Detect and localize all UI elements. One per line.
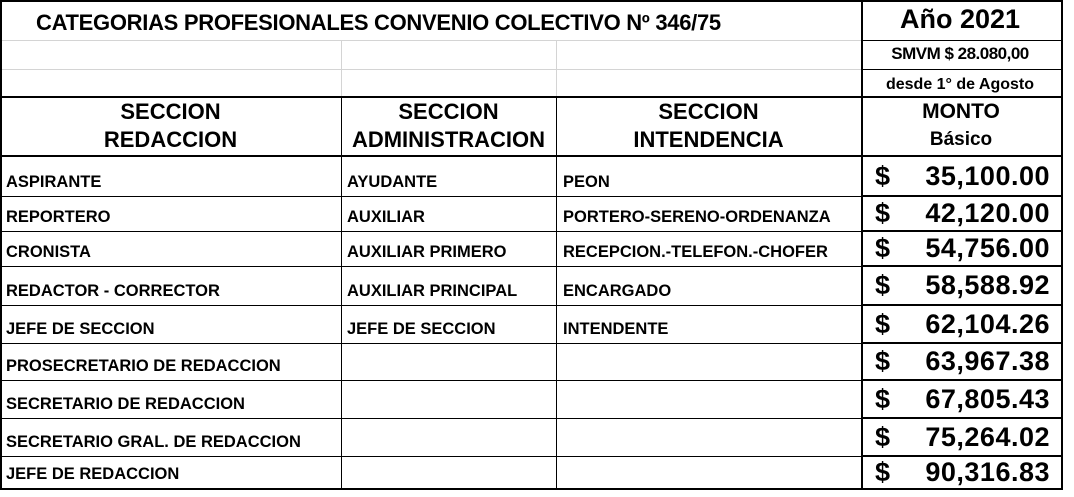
gridline — [341, 40, 342, 96]
cell-monto: 35,100.00 — [925, 161, 1050, 191]
currency-symbol: $ — [875, 198, 891, 228]
row-divider — [0, 305, 861, 306]
cell-monto: 63,967.38 — [925, 346, 1050, 376]
row-divider — [861, 342, 1063, 344]
cell-monto: 42,120.00 — [925, 198, 1050, 228]
row-divider — [0, 266, 861, 267]
cell-redaccion: CRONISTA — [6, 243, 91, 261]
table-border — [341, 96, 342, 490]
cell-monto: 67,805.43 — [925, 383, 1050, 414]
column-header-line: SECCION — [658, 99, 759, 124]
row-divider — [861, 230, 1063, 232]
cell-redaccion: REDACTOR - CORRECTOR — [6, 282, 220, 300]
row-divider — [0, 196, 861, 197]
smvm-value: SMVM $ 28.080,00 — [891, 44, 1029, 63]
row-divider — [0, 343, 861, 344]
table-border — [0, 0, 1063, 2]
document-title: CATEGORIAS PROFESIONALES CONVENIO COLECTIVO Nº 346/75 — [36, 10, 721, 35]
column-header-line: REDACCION — [103, 127, 238, 152]
row-divider — [861, 304, 1063, 306]
row-divider — [861, 379, 1063, 381]
year-label: Año 2021 — [899, 4, 1021, 34]
cell-redaccion: JEFE DE REDACCION — [6, 465, 180, 483]
row-divider — [861, 195, 1063, 197]
table-border — [0, 0, 2, 490]
cell-administracion: AUXILIAR — [347, 208, 425, 226]
table-border — [861, 40, 1063, 41]
column-header-line: MONTO — [922, 100, 1000, 123]
row-divider — [0, 418, 861, 419]
currency-symbol: $ — [875, 233, 891, 263]
cell-monto: 54,756.00 — [925, 233, 1050, 263]
currency-symbol: $ — [875, 308, 891, 339]
cell-intendencia: PEON — [563, 173, 610, 191]
currency-symbol: $ — [875, 456, 891, 487]
currency-symbol: $ — [875, 383, 891, 414]
row-divider — [861, 265, 1063, 267]
cell-redaccion: ASPIRANTE — [6, 173, 102, 191]
column-header-line: ADMINISTRACION — [351, 127, 546, 152]
cell-redaccion: SECRETARIO DE REDACCION — [6, 395, 245, 413]
column-header-line: Básico — [929, 129, 993, 150]
cell-monto: 58,588.92 — [925, 270, 1050, 300]
cell-monto: 90,316.83 — [925, 456, 1050, 487]
row-divider — [861, 417, 1063, 419]
column-header-administracion — [341, 98, 556, 154]
cell-administracion: AUXILIAR PRINCIPAL — [347, 282, 518, 300]
cell-intendencia: PORTERO-SERENO-ORDENANZA — [563, 208, 831, 226]
table-border — [0, 488, 1063, 490]
currency-symbol: $ — [875, 346, 891, 376]
cell-administracion: AUXILIAR PRIMERO — [347, 243, 507, 261]
gridline — [556, 40, 557, 96]
cell-administracion: JEFE DE SECCION — [347, 320, 496, 338]
cell-administracion: AYUDANTE — [347, 173, 438, 191]
cell-redaccion: JEFE DE SECCION — [6, 320, 155, 338]
row-divider — [0, 456, 861, 457]
column-header-line: INTENDENCIA — [633, 127, 784, 152]
effective-date: desde 1° de Agosto — [885, 76, 1035, 93]
cell-redaccion: PROSECRETARIO DE REDACCION — [6, 357, 281, 375]
column-header-redaccion — [0, 98, 341, 154]
table-border — [556, 96, 557, 490]
currency-symbol: $ — [875, 161, 891, 191]
cell-redaccion: SECRETARIO GRAL. DE REDACCION — [6, 433, 301, 451]
cell-redaccion: REPORTERO — [6, 208, 111, 226]
column-header-line: SECCION — [398, 99, 499, 124]
cell-monto: 62,104.26 — [925, 308, 1050, 339]
table-border — [861, 69, 1063, 70]
row-divider — [0, 380, 861, 381]
gridline — [0, 69, 861, 70]
cell-intendencia: ENCARGADO — [563, 282, 672, 300]
currency-symbol: $ — [875, 270, 891, 300]
table-border — [0, 155, 1063, 157]
cell-intendencia: RECEPCION.-TELEFON.-CHOFER — [563, 243, 828, 261]
currency-symbol: $ — [875, 421, 891, 452]
column-header-line: SECCION — [120, 99, 221, 124]
row-divider — [0, 231, 861, 232]
column-header-monto — [861, 98, 1061, 154]
cell-intendencia: INTENDENTE — [563, 320, 669, 338]
gridline — [0, 40, 861, 41]
column-header-intendencia — [556, 98, 861, 154]
cell-monto: 75,264.02 — [925, 421, 1050, 452]
